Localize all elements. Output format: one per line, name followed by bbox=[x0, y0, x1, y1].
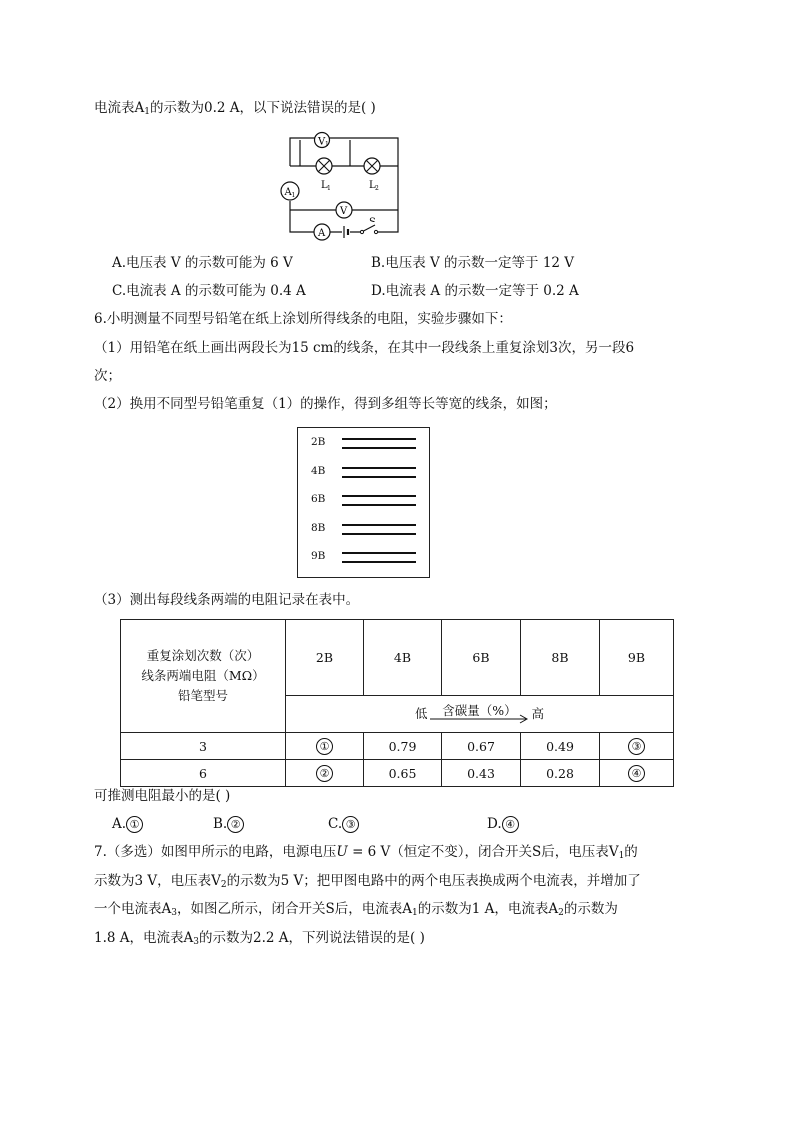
header-line-count: 重复涂划次数（次） bbox=[146, 648, 260, 663]
text: = 6 V（恒定不变），闭合开关S后，电压表 bbox=[347, 844, 609, 860]
table-cell: 0.28 bbox=[521, 760, 600, 787]
symbol-a: A bbox=[402, 901, 412, 917]
q6-option-a[interactable] bbox=[112, 814, 143, 834]
l2-label: L bbox=[369, 180, 376, 191]
option-letter: B. bbox=[213, 816, 228, 832]
q5-option-c[interactable]: C.电流表 A 的示数可能为 0.4 A bbox=[112, 283, 306, 299]
carbon-high-label: 高 bbox=[531, 705, 545, 721]
symbol-a: A bbox=[161, 901, 172, 917]
pencil-line-3x bbox=[342, 438, 416, 440]
pencil-line-6x bbox=[342, 533, 416, 535]
q7-line-2 bbox=[94, 871, 641, 895]
symbol-v: V bbox=[211, 873, 221, 889]
carbon-content-row bbox=[286, 696, 674, 733]
a-label: A bbox=[318, 228, 326, 239]
l2-subscript: 2 bbox=[375, 185, 379, 192]
pencil-line-6x bbox=[342, 561, 416, 563]
v1-label: V bbox=[318, 136, 326, 148]
q6-option-b[interactable] bbox=[213, 814, 244, 834]
a1-subscript: 1 bbox=[291, 192, 296, 199]
text: 的 bbox=[624, 844, 638, 860]
blank-marker: ④ bbox=[628, 765, 645, 782]
symbol-a: A bbox=[183, 930, 194, 946]
carbon-low-label: 低 bbox=[414, 705, 428, 721]
a1-label: A bbox=[284, 187, 292, 198]
table-cell: 0.65 bbox=[364, 760, 442, 787]
pencil-line-row bbox=[298, 518, 429, 540]
subscript: 1 bbox=[411, 908, 418, 918]
option-mark: ② bbox=[227, 816, 244, 833]
pencil-grade-label: 6B bbox=[311, 493, 326, 505]
pencil-grade-label: 4B bbox=[311, 464, 326, 477]
subscript: 1 bbox=[618, 851, 625, 861]
pencil-line-3x bbox=[342, 524, 416, 526]
table-cell: 0.79 bbox=[364, 733, 442, 760]
blank-marker: ② bbox=[316, 765, 333, 782]
q6-step2: （2）换用不同型号铅笔重复（1）的操作，得到多组等长等宽的线条，如图； bbox=[94, 396, 557, 412]
q5-stem-text: 电流表 bbox=[94, 100, 135, 116]
text: 7.（多选）如图甲所示的电路，电源电压 bbox=[94, 844, 337, 860]
pencil-line-row bbox=[298, 546, 429, 568]
q5-option-a[interactable]: A.电压表 V 的示数可能为 6 V bbox=[112, 255, 293, 271]
subscript: 2 bbox=[558, 908, 564, 918]
pencil-line-6x bbox=[342, 447, 416, 449]
table-cell bbox=[286, 733, 364, 760]
switch-icon bbox=[360, 222, 378, 234]
option-letter: D. bbox=[487, 816, 502, 832]
carbon-label: 含碳量（%） bbox=[442, 703, 517, 719]
v-label: V bbox=[340, 206, 348, 217]
pencil-line-row bbox=[298, 461, 429, 483]
option-mark: ③ bbox=[342, 816, 359, 833]
pencil-line-3x bbox=[342, 467, 416, 469]
q6-option-c[interactable] bbox=[328, 814, 359, 834]
text: 的示数为1 A，电流表 bbox=[417, 901, 549, 917]
pencil-line-6x bbox=[342, 504, 416, 506]
text: 1.8 A，电流表 bbox=[94, 930, 184, 946]
option-mark: ① bbox=[126, 816, 143, 833]
q7-line-1 bbox=[94, 842, 638, 866]
subscript: 3 bbox=[171, 908, 177, 918]
blank-marker: ① bbox=[316, 738, 333, 755]
q6-step3: （3）测出每段线条两端的电阻记录在表中。 bbox=[94, 592, 360, 608]
arrow-right-icon bbox=[430, 704, 530, 724]
l1-subscript: 1 bbox=[327, 185, 331, 192]
table-cell: 0.67 bbox=[442, 733, 521, 760]
q6-question: 可推测电阻最小的是( ) bbox=[94, 788, 231, 804]
option-mark: ④ bbox=[502, 816, 519, 833]
text: 的示数为2.2 A，下列说法错误的是( ) bbox=[199, 930, 425, 946]
pencil-line-6x bbox=[342, 476, 416, 478]
lamp-l2-icon bbox=[364, 158, 380, 174]
battery-icon bbox=[342, 225, 350, 239]
ammeter-symbol: A bbox=[134, 100, 145, 116]
pencil-line-3x bbox=[342, 495, 416, 497]
pencil-grade-label: 8B bbox=[311, 521, 326, 534]
pencil-lines-figure bbox=[297, 427, 430, 578]
option-letter: C. bbox=[328, 816, 343, 832]
header-line-resistance: 线条两端电阻（MΩ） bbox=[141, 668, 265, 683]
q5-stem-text-end: 的示数为0.2 A，以下说法错误的是( ) bbox=[149, 100, 376, 116]
resistance-table bbox=[120, 619, 674, 787]
column-header: 6B bbox=[442, 620, 521, 696]
column-header: 2B bbox=[286, 620, 364, 696]
q6-step1: （1）用铅笔在纸上画出两段长为15 cm的线条，在其中一段线条上重复涂划3次，另一段6 bbox=[94, 340, 635, 356]
q6-step1-cont: 次； bbox=[94, 368, 121, 384]
q6-option-d[interactable] bbox=[487, 814, 519, 834]
table-row bbox=[121, 733, 674, 760]
symbol-v: V bbox=[608, 844, 619, 860]
table-cell: 0.43 bbox=[442, 760, 521, 787]
q7-line-4 bbox=[94, 928, 425, 952]
q5-option-d[interactable]: D.电流表 A 的示数一定等于 0.2 A bbox=[371, 283, 579, 299]
lamp-l1-icon bbox=[316, 158, 332, 174]
q6-stem: 6.小明测量不同型号铅笔在纸上涂划所得线条的电阻，实验步骤如下： bbox=[94, 311, 512, 327]
table-row bbox=[121, 760, 674, 787]
column-header: 9B bbox=[600, 620, 674, 696]
pencil-line-row bbox=[298, 432, 429, 454]
q7-line-3 bbox=[94, 899, 618, 923]
blank-marker: ③ bbox=[628, 738, 645, 755]
option-letter: A. bbox=[112, 816, 127, 832]
q5-stem bbox=[94, 98, 376, 122]
column-header: 8B bbox=[521, 620, 600, 696]
l1-label: L bbox=[321, 180, 328, 191]
ammeter-subscript: 1 bbox=[144, 107, 150, 117]
text: 的示数为5 V；把甲图电路中的两个电压表换成两个电流表，并增加了 bbox=[226, 873, 641, 889]
subscript: 3 bbox=[193, 937, 199, 947]
q5-option-b[interactable]: B.电压表 V 的示数一定等于 12 V bbox=[371, 255, 575, 271]
header-line-model: 铅笔型号 bbox=[177, 688, 228, 703]
symbol-a: A bbox=[548, 901, 559, 917]
row-count: 6 bbox=[121, 760, 286, 787]
table-header-cell bbox=[121, 620, 286, 733]
pencil-grade-label: 2B bbox=[311, 436, 326, 448]
table-cell bbox=[600, 733, 674, 760]
v1-subscript: 1 bbox=[325, 141, 329, 148]
symbol-u: U bbox=[336, 844, 348, 860]
q5-circuit-diagram bbox=[270, 126, 410, 244]
text: 示数为3 V，电压表 bbox=[94, 873, 212, 889]
table-cell: 0.49 bbox=[521, 733, 600, 760]
pencil-line-row bbox=[298, 489, 429, 511]
text: ，如图乙所示，闭合开关S后，电流表 bbox=[176, 901, 403, 917]
pencil-grade-label: 9B bbox=[311, 550, 326, 562]
table-cell bbox=[600, 760, 674, 787]
text: 的示数为 bbox=[563, 901, 618, 917]
row-count: 3 bbox=[121, 733, 286, 760]
text: 一个电流表 bbox=[94, 901, 162, 917]
table-cell bbox=[286, 760, 364, 787]
column-header: 4B bbox=[364, 620, 442, 696]
pencil-line-3x bbox=[342, 552, 416, 554]
subscript: 2 bbox=[220, 880, 227, 890]
